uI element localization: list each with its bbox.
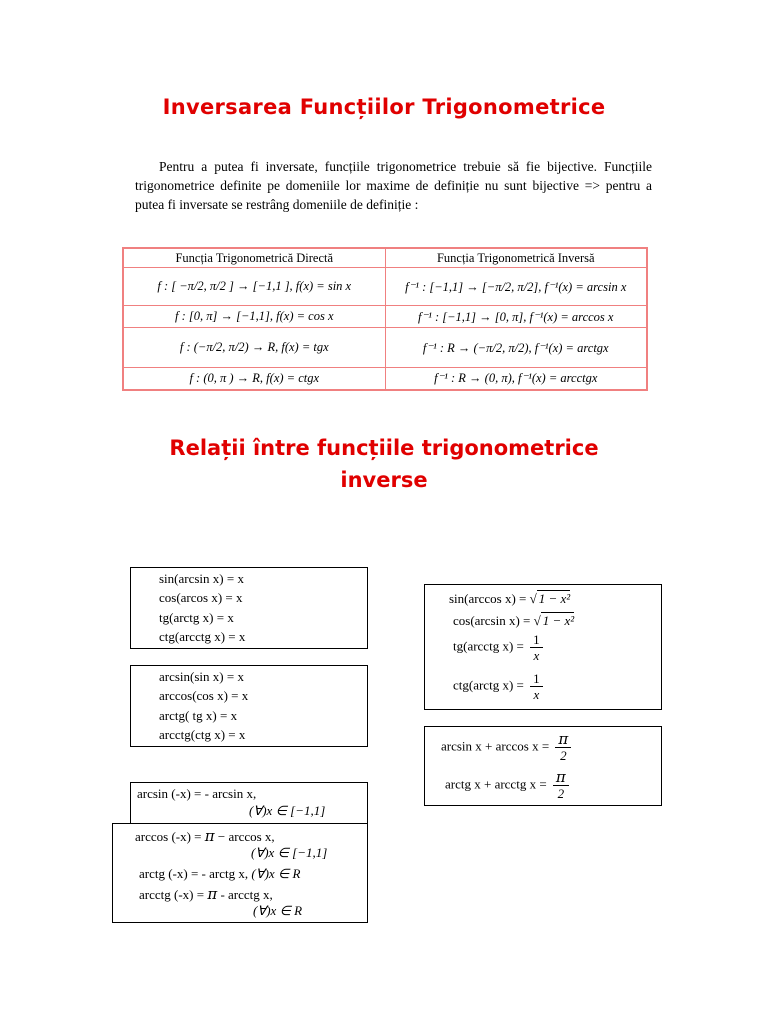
box6-line2: (∀)x ∈ [−1,1] xyxy=(251,845,328,860)
sqrt-expr: 1 − x² xyxy=(538,591,571,606)
fraction: $\frac{\pi}{2}$ xyxy=(553,770,569,801)
box6-line5: (∀)x ∈ R xyxy=(253,903,303,918)
box6-label: − arccos x, xyxy=(217,829,275,844)
box3-line4 xyxy=(453,671,546,702)
row-inverse-arccos: f⁻¹ : [−1,1] → [0, π], f⁻¹(x) = arccos x xyxy=(385,306,647,328)
box1-line: sin(arcsin x) = x xyxy=(159,571,244,586)
fraction: $\frac{1}{x}$ xyxy=(530,671,543,702)
row-inverse-arcctg: f⁻¹ : R → (0, π), f⁻¹(x) = arcctgx xyxy=(385,368,647,390)
box3-line3 xyxy=(453,632,546,663)
fraction: $\frac{1}{x}$ xyxy=(530,632,543,663)
header-inverse: Funcția Trigonometrică Inversă xyxy=(385,248,647,268)
box1-line: ctg(arcctg x) = x xyxy=(159,629,246,644)
box6-line4 xyxy=(139,885,273,903)
row-inverse-arcsin: f⁻¹ : [−1,1] → [−π/2, π/2], f⁻¹(x) = arcsin x xyxy=(385,268,647,306)
box6-label: - arcctg x, xyxy=(220,887,273,902)
box6-label: arccos (-x) = xyxy=(135,829,202,844)
pi-symbol: π xyxy=(207,885,218,903)
box3-line1: sin(arccos x) = √ 1 − x² xyxy=(449,591,571,606)
row-direct-tg: f : (−π/2, π/2) → R, f(x) = tgx xyxy=(123,328,385,368)
box3-label: sin(arccos x) = xyxy=(449,591,527,606)
section-title-cont: inverse xyxy=(340,468,428,492)
identity-box-4 xyxy=(424,726,662,806)
box6-domain: (∀)x ∈ R xyxy=(251,866,301,881)
box4-line1 xyxy=(441,732,574,763)
box4-label: arcsin x + arccos x = xyxy=(441,738,550,754)
row-direct-ctg: f : (0, π ) → R, f(x) = ctgx xyxy=(123,368,385,390)
box6-label: arctg (-x) = - arctg x, xyxy=(139,866,249,881)
box1-line: cos(arcos x) = x xyxy=(159,590,243,605)
identity-box-6 xyxy=(112,823,368,923)
sqrt-expr: 1 − x² xyxy=(542,613,575,628)
box2-line: arccos(cos x) = x xyxy=(159,688,249,703)
box1-line: tg(arctg x) = x xyxy=(159,610,234,625)
box2-line: arcsin(sin x) = x xyxy=(159,669,244,684)
row-direct-sin: f : [ −π/2, π/2 ] → [−1,1 ], f(x) = sin x xyxy=(123,268,385,306)
identity-box-1 xyxy=(130,567,368,649)
box4-line2 xyxy=(445,770,572,801)
row-direct-cos: f : [0, π] → [−1,1], f(x) = cos x xyxy=(123,306,385,328)
box4-label: arctg x + arcctg x = xyxy=(445,776,547,792)
box2-line: arctg( tg x) = x xyxy=(159,708,238,723)
identity-box-3 xyxy=(424,584,662,710)
box2-line: arcctg(ctg x) = x xyxy=(159,727,246,742)
box6-line3 xyxy=(139,866,300,882)
intro-paragraph xyxy=(135,157,652,214)
box5-line1: arcsin (-x) = - arcsin x, xyxy=(137,786,257,801)
fraction: $\frac{\pi}{2}$ xyxy=(555,732,571,763)
functions-table xyxy=(122,247,648,391)
box6-label: arcctg (-x) = xyxy=(139,887,205,902)
box6-line1 xyxy=(135,827,275,845)
section-title: Relații între funcțiile trigonometrice xyxy=(169,436,599,460)
row-inverse-arctg: f⁻¹ : R → (−π/2, π/2), f⁻¹(x) = arctgx xyxy=(385,328,647,368)
box5-line2: (∀)x ∈ [−1,1] xyxy=(249,803,326,818)
box3-label: cos(arcsin x) = xyxy=(453,613,531,628)
box3-line2: cos(arcsin x) = √ 1 − x² xyxy=(453,613,575,628)
identity-box-2 xyxy=(130,665,368,747)
header-direct: Funcția Trigonometrică Directă xyxy=(123,248,385,268)
intro-text: Pentru a putea fi inversate, funcțiile trigonometrice trebuie să fie bijective. Funcțiile trigonometrice definite pe domeniile lor maxime de definiție nu sunt bijective => pentru a putea fi inversate se restrâng domeniile de definiție : xyxy=(135,159,652,212)
box3-label: tg(arcctg x) = xyxy=(453,638,524,654)
identity-box-5 xyxy=(130,782,368,824)
pi-symbol: π xyxy=(204,827,215,845)
box3-label: ctg(arctg x) = xyxy=(453,677,524,693)
main-title: Inversarea Funcțiilor Trigonometrice xyxy=(162,95,606,119)
